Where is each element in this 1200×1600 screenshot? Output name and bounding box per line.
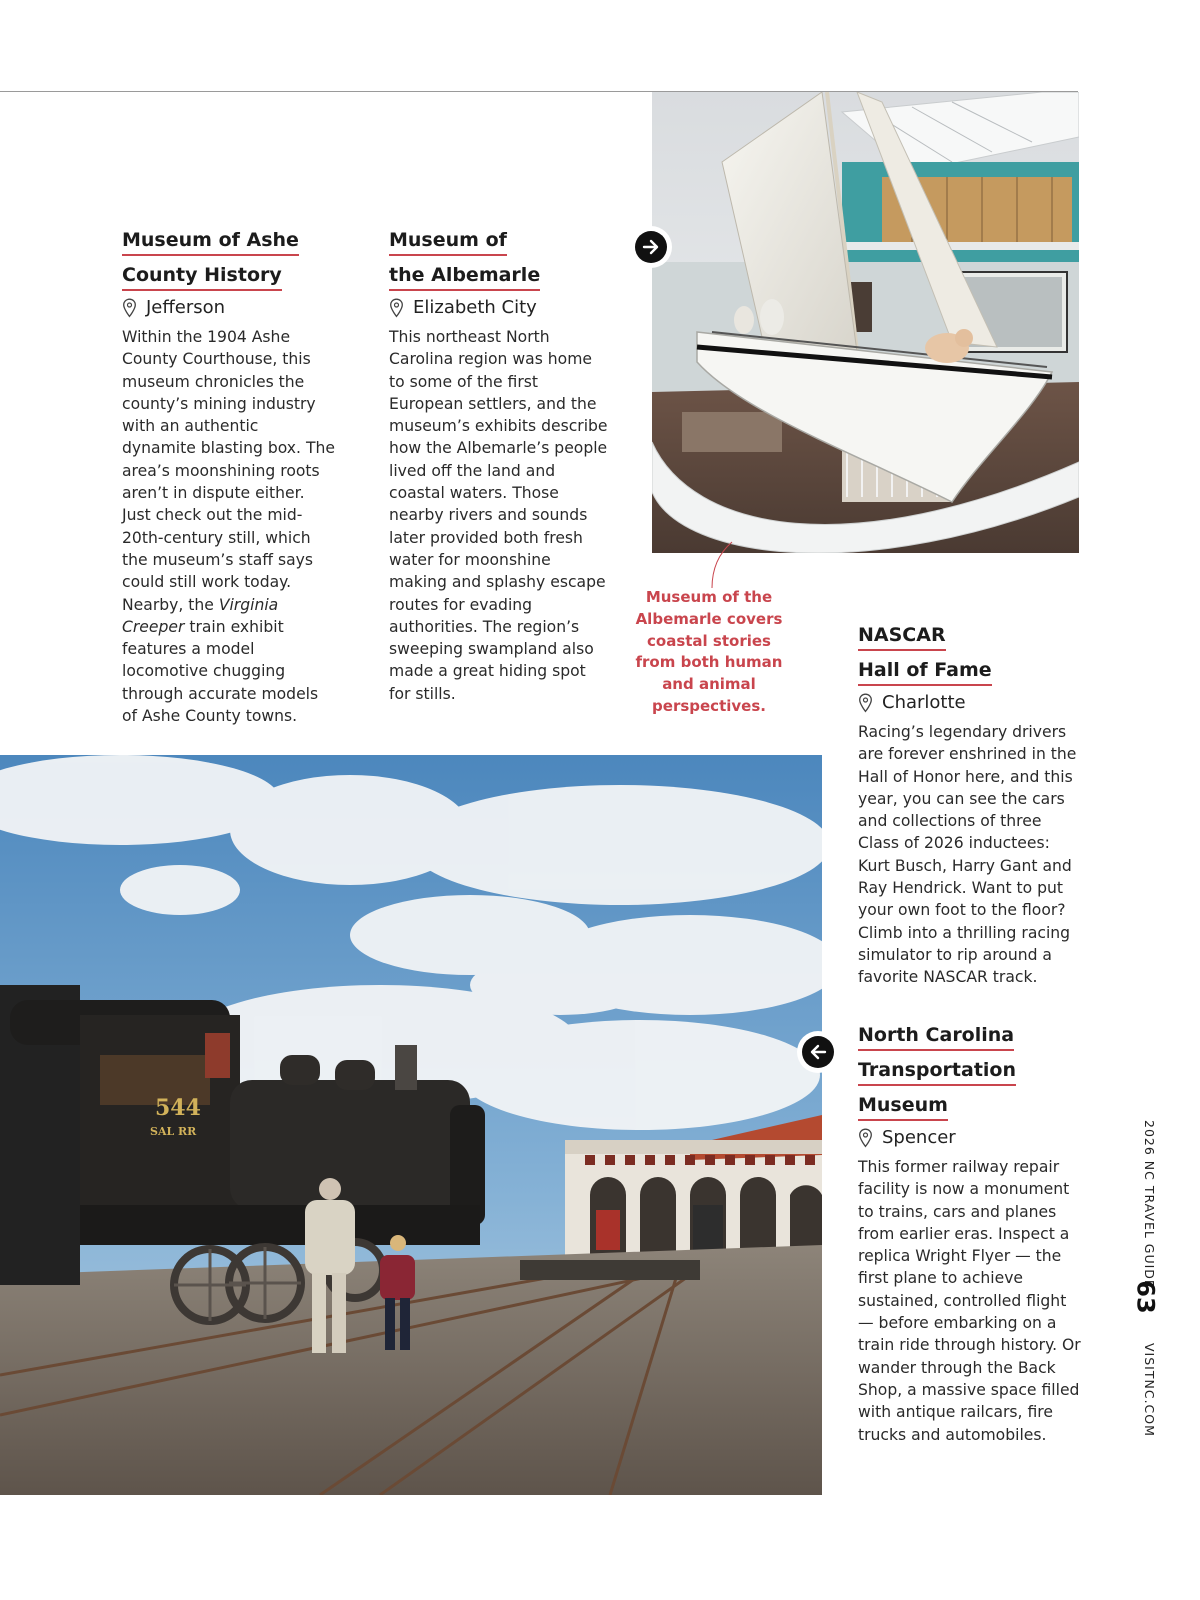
body-italic: Virginia Creeper [122,595,279,636]
location [858,1127,1083,1148]
entry-body: This former railway repair facility is now a monument to trains, cars and planes from earlier eras. Inspect a replica Wright Flyer — the first plane to achieve sustained, controlled flight — before embarking on a train ride through history. Or wander through the Back Shop, a massive space filled with antique railcars, fire trucks and automobiles. [858,1158,1081,1444]
location [122,297,337,318]
title-line: Museum of Ashe [122,227,299,256]
page-number: 63 [1131,1280,1160,1314]
location [858,692,1083,713]
location-pin-icon [858,1128,873,1148]
photo-caption: Museum of the Albemarle covers coastal stories from both human and animal perspectives. [635,588,783,715]
location-text: Elizabeth City [413,297,537,318]
photo-albemarle-museum [652,92,1079,553]
title-line: Hall of Fame [858,657,992,686]
title-line: the Albemarle [389,262,540,291]
location-pin-icon [122,298,137,318]
entry-title [858,620,1083,690]
entry-transportation [858,1020,1083,1446]
location-text: Spencer [882,1127,956,1148]
entry-title [389,225,609,295]
location-text: Jefferson [146,297,226,318]
arrow-right-button[interactable] [630,226,672,268]
title-line: NASCAR [858,622,946,651]
entry-body [122,326,337,727]
entry-body: This northeast North Carolina region was home to some of the first European settlers, and the museum’s exhibits describe how the Albemarle’s people lived off the land and coastal waters. Those nearby rivers and sounds later provided both fresh water for moonshine making and splashy escape routes for evading authorities. The region’s sweeping swampland also made a great hiding spot for stills. [389,328,608,703]
entry-body: Racing’s legendary drivers are forever enshrined in the Hall of Honor here, and this year, you can see the cars and collections of three Class of 2026 inductees: Kurt Busch, Harry Gant and Ray Hendrick. Want to put your own foot to the floor? Climb into a thrilling racing simulator to rip around a favorite NASCAR track. [858,723,1077,987]
title-line: Museum of [389,227,507,256]
title-line: North Carolina [858,1022,1014,1051]
entry-title [858,1020,1083,1125]
entry-albemarle [389,225,609,705]
location-pin-icon [389,298,404,318]
location-pin-icon [858,693,873,713]
location [389,297,609,318]
title-line: County History [122,262,282,291]
site-url: VISITNC.COM [1142,1343,1157,1437]
title-line: Museum [858,1092,948,1121]
title-line: Transportation [858,1057,1016,1086]
body-part: train exhibit features a model locomotive chugging through accurate models of Ashe County towns. [122,617,319,726]
locomotive-road: SAL RR [150,1125,197,1138]
arrow-left-icon [802,1036,834,1068]
guide-title: 2026 NC TRAVEL GUIDE [1142,1120,1157,1289]
body-part: Within the 1904 Ashe County Courthouse, this museum chronicles the county’s mining industry with an authentic dynamite blasting box. The area’s moonshining roots aren’t in dispute either. Just check out the mid-20th-century still, which the museum’s staff says could still work today. Nearby, the [122,328,335,614]
location-text: Charlotte [882,692,966,713]
locomotive-number: 544 [155,1095,201,1121]
entry-ashe [122,225,337,727]
caption-pointer [700,540,740,590]
entry-nascar [858,620,1083,989]
photo-transportation-museum [0,755,822,1495]
entry-title [122,225,337,295]
arrow-right-icon [635,231,667,263]
arrow-left-button[interactable] [797,1031,839,1073]
